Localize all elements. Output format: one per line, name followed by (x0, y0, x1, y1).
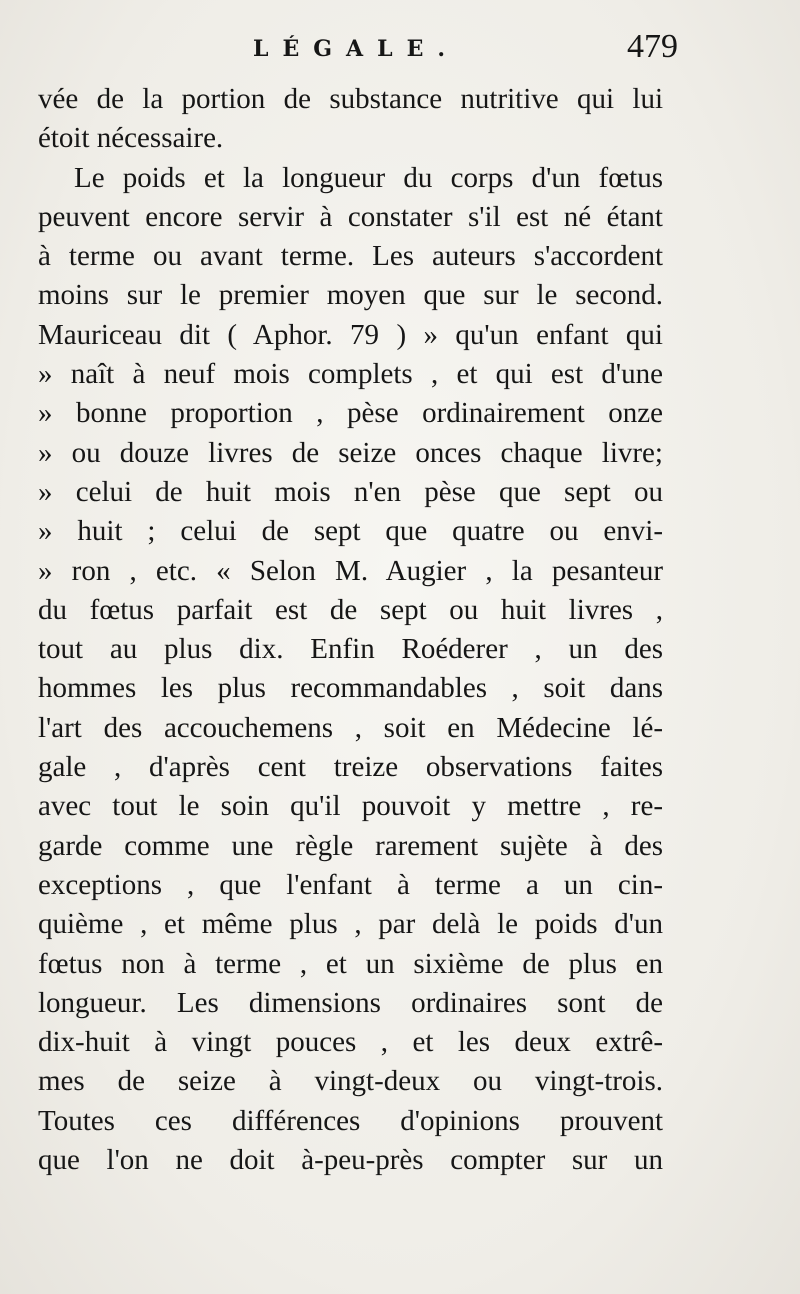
text-line: du fœtus parfait est de sept ou huit livres , (38, 593, 663, 626)
text-line: » celui de huit mois n'en pèse que sept ou (38, 475, 663, 508)
text-line: » naît à neuf mois complets , et qui est d'une (38, 358, 663, 391)
text-line: peuvent encore servir à constater s'il est né étant (38, 200, 663, 233)
text-line: gale , d'après cent treize observations faites (38, 751, 663, 784)
text-line: l'art des accouchemens , soit en Médecine lé- (38, 711, 663, 744)
text-line: étoit nécessaire. (38, 122, 224, 155)
body-text (38, 80, 663, 1180)
text-line: Mauriceau dit ( Aphor. 79 ) » qu'un enfant qui (38, 318, 663, 351)
text-line: exceptions , que l'enfant à terme a un cin- (38, 868, 663, 901)
text-line: vée de la portion de substance nutritive qui lui (38, 83, 663, 115)
text-line: » huit ; celui de sept que quatre ou envi- (38, 515, 663, 548)
running-head: LÉGALE. (253, 36, 459, 62)
page-header (38, 28, 678, 78)
text-line: à terme ou avant terme. Les auteurs s'accordent (38, 240, 663, 273)
text-line: tout au plus dix. Enfin Roéderer , un des (38, 633, 663, 666)
text-line: » ou douze livres de seize onces chaque livre; (38, 436, 663, 469)
text-line: garde comme une règle rarement sujète à des (38, 829, 663, 862)
text-line: que l'on ne doit à-peu-près compter sur un (38, 1144, 663, 1177)
text-line: moins sur le premier moyen que sur le second. (38, 279, 663, 312)
text-line: Le poids et la longueur du corps d'un fœtus (74, 161, 663, 194)
text-line: fœtus non à terme , et un sixième de plus en (38, 947, 663, 980)
text-line: » ron , etc. « Selon M. Augier , la pesanteur (38, 554, 663, 587)
text-line: hommes les plus recommandables , soit dans (38, 672, 663, 705)
text-line: Toutes ces différences d'opinions prouvent (38, 1104, 663, 1137)
text-line: » bonne proportion , pèse ordinairement onze (38, 397, 663, 430)
page-number: 479 (627, 28, 678, 65)
text-line: avec tout le soin qu'il pouvoit y mettre , re- (38, 790, 663, 823)
text-line: quième , et même plus , par delà le poids d'un (38, 908, 663, 941)
text-line: dix-huit à vingt pouces , et les deux extrê- (38, 1026, 663, 1059)
text-line: mes de seize à vingt-deux ou vingt-trois. (38, 1065, 663, 1098)
text-line: longueur. Les dimensions ordinaires sont de (38, 986, 663, 1019)
